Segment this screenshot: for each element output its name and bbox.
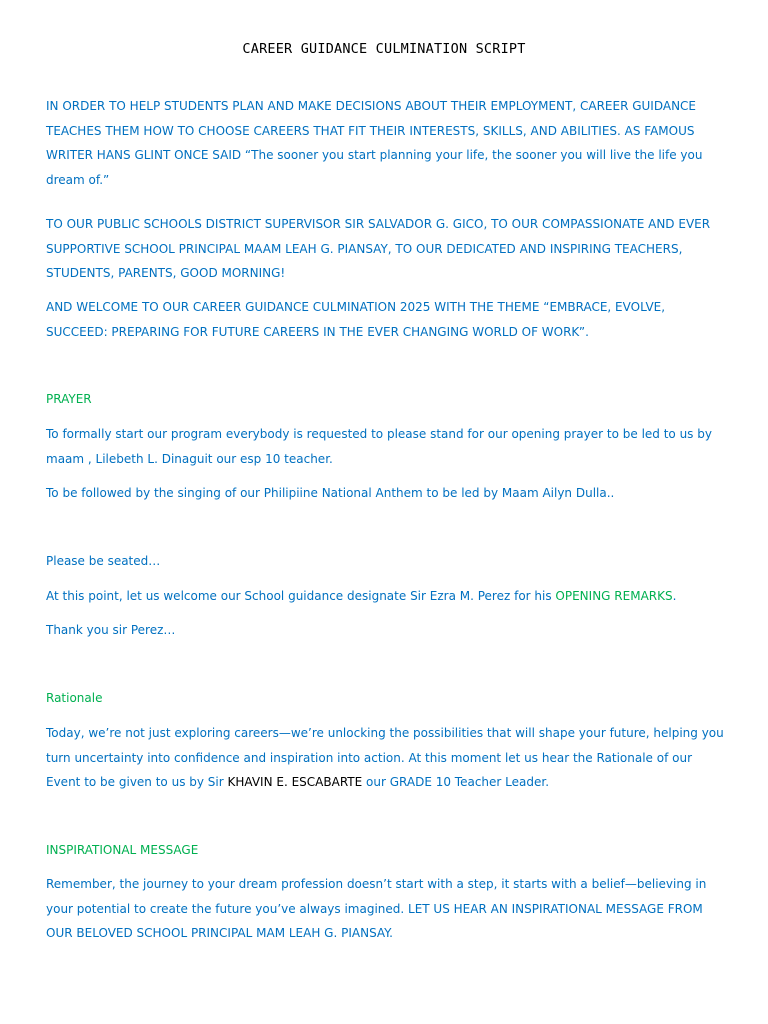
inspirational-heading: INSPIRATIONAL MESSAGE — [46, 843, 199, 857]
prayer-paragraph: To formally start our program everybody is requested to please stand for our opening prayer to be led to us by maam , Lilebeth L. Dinaguit our esp 10 teacher. — [46, 427, 712, 466]
intro-paragraph: IN ORDER TO HELP STUDENTS PLAN AND MAKE DECISIONS ABOUT THEIR EMPLOYMENT, CAREER GUIDANCE TEACHES THEM HOW TO CHOOSE CAREERS THAT FIT THEIR INTERESTS, SKILLS, AND ABILITIES. AS FAMOUS WRITER HANS GLINT ONCE SAID “The sooner you start planning your life, the sooner you will live the life you dream of.” — [46, 99, 703, 187]
rationale-paragraph — [46, 721, 726, 795]
opening-remarks-label: OPENING REMARKS — [555, 589, 673, 603]
remarks-end: . — [672, 589, 677, 603]
rationale-heading: Rationale — [46, 691, 103, 705]
anthem-paragraph: To be followed by the singing of our Philipiine National Anthem to be led by Maam Ailyn Dulla.. — [46, 486, 615, 500]
remarks-text: At this point, let us welcome our School guidance designate Sir Ezra M. Perez for his — [46, 589, 556, 603]
prayer-heading: PRAYER — [46, 392, 92, 406]
rationale-text: Today, we’re not just exploring careers—we’re unlocking the possibilities that will shape your future, helping you turn uncertainty into confidence and inspiration into action. At this moment let us hear the Rationale of our Event to be given to us by Sir — [46, 726, 724, 789]
inspirational-paragraph: Remember, the journey to your dream profession doesn’t start with a step, it starts with a belief—believing in your potential to create the future you’ve always imagined. LET US HEAR AN INSPIRATIONAL MESSAGE FROM OUR BELOVED SCHOOL PRINCIPAL MAM LEAH G. PIANSAY. — [46, 877, 707, 940]
welcome-paragraph: AND WELCOME TO OUR CAREER GUIDANCE CULMINATION 2025 WITH THE THEME “EMBRACE, EVOLVE, SUCCEED: PREPARING FOR FUTURE CAREERS IN THE EVER CHANGING WORLD OF WORK”. — [46, 300, 666, 339]
rationale-end: our GRADE 10 Teacher Leader. — [362, 775, 550, 789]
seated-paragraph: Please be seated… — [46, 554, 161, 568]
greeting-paragraph: TO OUR PUBLIC SCHOOLS DISTRICT SUPERVISOR SIR SALVADOR G. GICO, TO OUR COMPASSIONATE AND EVER SUPPORTIVE SCHOOL PRINCIPAL MAAM LEAH G. PIANSAY, TO OUR DEDICATED AND INSPIRING TEACHERS, STUDENTS, PARENTS, GOOD MORNING! — [46, 217, 711, 280]
thanks-paragraph: Thank you sir Perez… — [46, 623, 176, 637]
rationale-speaker-name: KHAVIN E. ESCABARTE — [227, 775, 363, 789]
remarks-paragraph — [46, 584, 726, 609]
document-title: CAREER GUIDANCE CULMINATION SCRIPT — [242, 41, 526, 57]
